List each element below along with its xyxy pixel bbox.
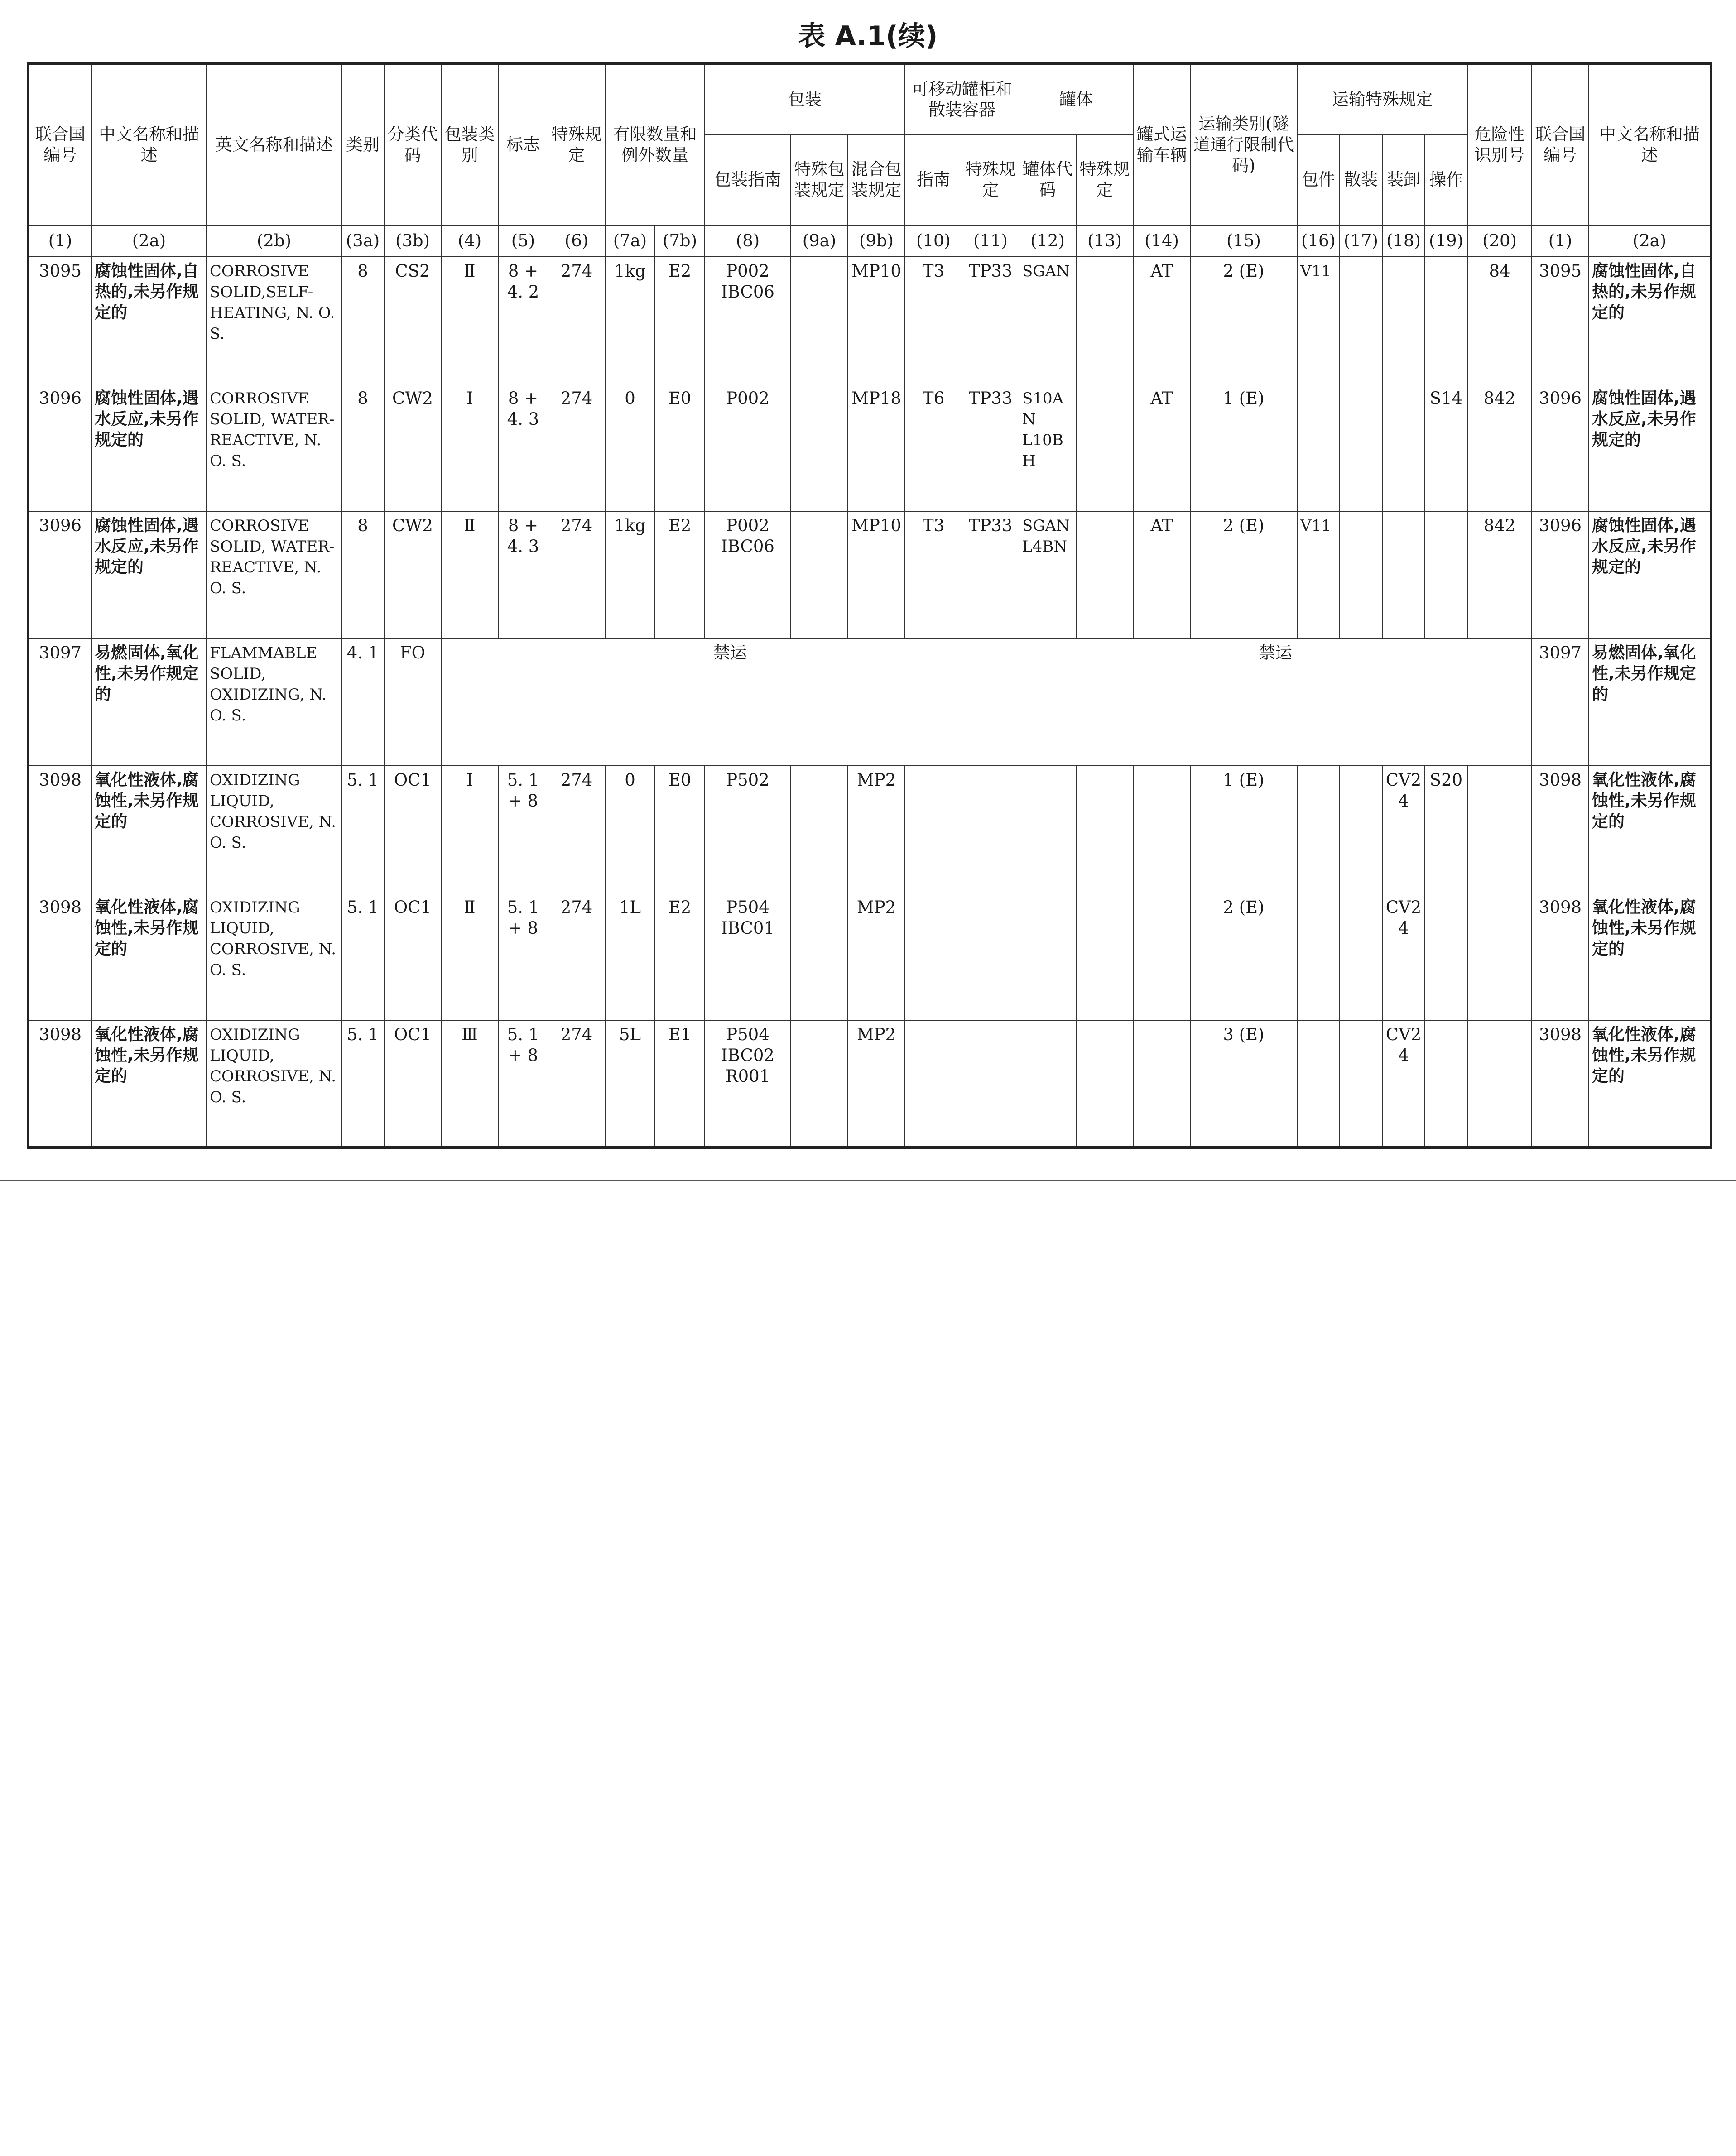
cell-packing-instructions: P002 — [705, 384, 791, 511]
header-transport-category: 运输类别(隧道通行限制代码) — [1190, 64, 1297, 225]
cell-bulk — [1340, 766, 1382, 893]
cell-excepted-quantity: E2 — [655, 893, 705, 1020]
cell-limited-quantity: 1L — [605, 893, 655, 1020]
cell-portable-tank-special — [962, 1020, 1019, 1148]
cell-class-code: OC1 — [384, 1020, 441, 1148]
cell-loading: CV24 — [1382, 1020, 1425, 1148]
column-number: (5) — [498, 225, 548, 257]
header-tank-vehicle: 罐式运输车辆 — [1133, 64, 1190, 225]
cell-name-en: FLAMMABLE SOLID, OXIDIZING, N. O. S. — [207, 639, 341, 766]
header-packages: 包件 — [1297, 134, 1340, 225]
column-number: (19) — [1425, 225, 1467, 257]
column-number-row — [28, 225, 1711, 257]
cell-tank-code: SGAN L4BN — [1019, 511, 1076, 639]
cell-name-cn: 腐蚀性固体,自热的,未另作规定的 — [91, 257, 207, 384]
cell-packing-group: I — [441, 384, 498, 511]
cell-labels: 5. 1 + 8 — [498, 1020, 548, 1148]
header-operation: 操作 — [1425, 134, 1467, 225]
cell-packing-group: Ⅲ — [441, 1020, 498, 1148]
cell-packing-group: Ⅱ — [441, 257, 498, 384]
cell-un-number-repeat: 3098 — [1532, 766, 1589, 893]
cell-name-cn-repeat: 易燃固体,氧化性,未另作规定的 — [1589, 639, 1711, 766]
column-number: (13) — [1076, 225, 1133, 257]
cell-operation: S20 — [1425, 766, 1467, 893]
cell-transport-category: 2 (E) — [1190, 511, 1297, 639]
header-limited-quantity: 有限数量和例外数量 — [605, 64, 705, 225]
cell-special-provisions: 274 — [548, 893, 605, 1020]
cell-tank-vehicle — [1133, 893, 1190, 1020]
table-row — [28, 766, 1711, 893]
cell-class-code: CW2 — [384, 384, 441, 511]
header-hazard-id: 危险性识别号 — [1467, 64, 1532, 225]
dangerous-goods-table — [27, 62, 1712, 1149]
cell-portable-tank-special: TP33 — [962, 511, 1019, 639]
cell-tank-code — [1019, 893, 1076, 1020]
header-labels: 标志 — [498, 64, 548, 225]
cell-hazard-id: 84 — [1467, 257, 1532, 384]
cell-special-provisions: 274 — [548, 384, 605, 511]
cell-portable-tank-special: TP33 — [962, 257, 1019, 384]
cell-packages — [1297, 893, 1340, 1020]
cell-packages: V11 — [1297, 257, 1340, 384]
cell-transport-category: 2 (E) — [1190, 893, 1297, 1020]
cell-hazard-id: 842 — [1467, 511, 1532, 639]
table-row — [28, 384, 1711, 511]
cell-mixed-packing: MP10 — [848, 257, 905, 384]
table-row-forbidden — [28, 639, 1711, 766]
column-number: (2a) — [1589, 225, 1711, 257]
header-portable-tanks: 可移动罐柜和散装容器 — [905, 64, 1019, 134]
cell-transport-category: 1 (E) — [1190, 766, 1297, 893]
cell-tank-code: S10AN L10BH — [1019, 384, 1076, 511]
cell-labels: 8 + 4. 3 — [498, 511, 548, 639]
column-number: (18) — [1382, 225, 1425, 257]
cell-un-number-repeat: 3097 — [1532, 639, 1589, 766]
cell-bulk — [1340, 257, 1382, 384]
header-un-no-repeat: 联合国编号 — [1532, 64, 1589, 225]
cell-un-number-repeat: 3095 — [1532, 257, 1589, 384]
cell-name-cn: 氧化性液体,腐蚀性,未另作规定的 — [91, 1020, 207, 1148]
cell-name-cn: 氧化性液体,腐蚀性,未另作规定的 — [91, 893, 207, 1020]
cell-name-en: CORROSIVE SOLID, WATER-REACTIVE, N. O. S. — [207, 511, 341, 639]
cell-name-en: OXIDIZING LIQUID, CORROSIVE, N. O. S. — [207, 766, 341, 893]
cell-name-cn: 易燃固体,氧化性,未另作规定的 — [91, 639, 207, 766]
cell-packing-group: I — [441, 766, 498, 893]
header-packaging: 包装 — [705, 64, 905, 134]
cell-limited-quantity: 0 — [605, 766, 655, 893]
cell-mixed-packing: MP18 — [848, 384, 905, 511]
header-special-provisions: 特殊规定 — [548, 64, 605, 225]
cell-tank-special — [1076, 1020, 1133, 1148]
cell-portable-tank-special — [962, 766, 1019, 893]
cell-hazard-id: 842 — [1467, 384, 1532, 511]
cell-special-packing — [791, 766, 848, 893]
cell-name-cn: 腐蚀性固体,遇水反应,未另作规定的 — [91, 384, 207, 511]
cell-name-cn-repeat: 腐蚀性固体,遇水反应,未另作规定的 — [1589, 384, 1711, 511]
cell-un-number: 3098 — [28, 893, 91, 1020]
cell-name-cn-repeat: 氧化性液体,腐蚀性,未另作规定的 — [1589, 893, 1711, 1020]
cell-un-number: 3098 — [28, 1020, 91, 1148]
cell-name-en: CORROSIVE SOLID,SELF-HEATING, N. O. S. — [207, 257, 341, 384]
cell-labels: 8 + 4. 2 — [498, 257, 548, 384]
cell-operation — [1425, 257, 1467, 384]
cell-packing-group: Ⅱ — [441, 893, 498, 1020]
cell-tank-code — [1019, 766, 1076, 893]
header-pt-instructions: 指南 — [905, 134, 962, 225]
cell-class-code: CS2 — [384, 257, 441, 384]
cell-un-number-repeat: 3096 — [1532, 511, 1589, 639]
cell-hazard-id — [1467, 893, 1532, 1020]
header-pkg-instructions: 包装指南 — [705, 134, 791, 225]
cell-class: 5. 1 — [341, 766, 384, 893]
cell-portable-tank-special: TP33 — [962, 384, 1019, 511]
forbidden-cell-transport: 禁运 — [1019, 639, 1532, 766]
cell-loading — [1382, 511, 1425, 639]
cell-operation — [1425, 893, 1467, 1020]
cell-packages — [1297, 384, 1340, 511]
column-number: (20) — [1467, 225, 1532, 257]
cell-name-en: OXIDIZING LIQUID, CORROSIVE, N. O. S. — [207, 1020, 341, 1148]
column-number: (4) — [441, 225, 498, 257]
cell-class: 8 — [341, 384, 384, 511]
header-name-en: 英文名称和描述 — [207, 64, 341, 225]
column-number: (3b) — [384, 225, 441, 257]
cell-labels: 8 + 4. 3 — [498, 384, 548, 511]
cell-special-provisions: 274 — [548, 766, 605, 893]
header-transport-special: 运输特殊规定 — [1297, 64, 1467, 134]
cell-tank-special — [1076, 893, 1133, 1020]
header-class-code: 分类代码 — [384, 64, 441, 225]
dangerous-goods-table-wrapper — [27, 62, 1711, 1149]
cell-excepted-quantity: E0 — [655, 766, 705, 893]
cell-operation: S14 — [1425, 384, 1467, 511]
column-number: (12) — [1019, 225, 1076, 257]
cell-mixed-packing: MP2 — [848, 1020, 905, 1148]
cell-name-cn-repeat: 氧化性液体,腐蚀性,未另作规定的 — [1589, 1020, 1711, 1148]
table-row — [28, 1020, 1711, 1148]
cell-transport-category: 3 (E) — [1190, 1020, 1297, 1148]
cell-class: 8 — [341, 511, 384, 639]
cell-class: 4. 1 — [341, 639, 384, 766]
cell-packages — [1297, 766, 1340, 893]
header-pkg-special: 特殊包装规定 — [791, 134, 848, 225]
column-number: (7a) — [605, 225, 655, 257]
cell-packing-instructions: P502 — [705, 766, 791, 893]
cell-excepted-quantity: E0 — [655, 384, 705, 511]
cell-portable-tank-instructions — [905, 766, 962, 893]
cell-loading: CV24 — [1382, 893, 1425, 1020]
column-number: (17) — [1340, 225, 1382, 257]
header-name-cn-repeat: 中文名称和描述 — [1589, 64, 1711, 225]
column-number: (14) — [1133, 225, 1190, 257]
cell-special-provisions: 274 — [548, 511, 605, 639]
cell-special-provisions: 274 — [548, 1020, 605, 1148]
cell-packing-group: Ⅱ — [441, 511, 498, 639]
cell-packages: V11 — [1297, 511, 1340, 639]
header-loading: 装卸 — [1382, 134, 1425, 225]
cell-hazard-id — [1467, 1020, 1532, 1148]
header-mixed-pkg: 混合包装规定 — [848, 134, 905, 225]
header-tank: 罐体 — [1019, 64, 1133, 134]
cell-special-packing — [791, 511, 848, 639]
cell-operation — [1425, 511, 1467, 639]
cell-name-cn: 腐蚀性固体,遇水反应,未另作规定的 — [91, 511, 207, 639]
cell-packages — [1297, 1020, 1340, 1148]
cell-mixed-packing: MP2 — [848, 893, 905, 1020]
cell-packing-instructions: P002 IBC06 — [705, 257, 791, 384]
cell-un-number-repeat: 3098 — [1532, 1020, 1589, 1148]
cell-tank-special — [1076, 511, 1133, 639]
cell-packing-instructions: P504 IBC01 — [705, 893, 791, 1020]
cell-class-code: OC1 — [384, 893, 441, 1020]
cell-labels: 5. 1 + 8 — [498, 893, 548, 1020]
cell-transport-category: 2 (E) — [1190, 257, 1297, 384]
table-row — [28, 257, 1711, 384]
header-pt-special: 特殊规定 — [962, 134, 1019, 225]
cell-special-packing — [791, 384, 848, 511]
cell-mixed-packing: MP10 — [848, 511, 905, 639]
column-number: (1) — [1532, 225, 1589, 257]
column-number: (3a) — [341, 225, 384, 257]
cell-tank-vehicle: AT — [1133, 384, 1190, 511]
cell-bulk — [1340, 893, 1382, 1020]
cell-special-packing — [791, 257, 848, 384]
cell-class-code: FO — [384, 639, 441, 766]
column-number: (9a) — [791, 225, 848, 257]
cell-class: 5. 1 — [341, 893, 384, 1020]
cell-special-provisions: 274 — [548, 257, 605, 384]
cell-tank-code — [1019, 1020, 1076, 1148]
cell-special-packing — [791, 893, 848, 1020]
cell-tank-special — [1076, 766, 1133, 893]
cell-portable-tank-instructions: T3 — [905, 511, 962, 639]
cell-tank-vehicle: AT — [1133, 257, 1190, 384]
column-number: (8) — [705, 225, 791, 257]
cell-special-packing — [791, 1020, 848, 1148]
cell-bulk — [1340, 1020, 1382, 1148]
header-name-cn: 中文名称和描述 — [91, 64, 207, 225]
cell-limited-quantity: 1kg — [605, 257, 655, 384]
cell-name-cn: 氧化性液体,腐蚀性,未另作规定的 — [91, 766, 207, 893]
column-number: (15) — [1190, 225, 1297, 257]
cell-portable-tank-instructions: T3 — [905, 257, 962, 384]
cell-un-number-repeat: 3096 — [1532, 384, 1589, 511]
cell-portable-tank-instructions: T6 — [905, 384, 962, 511]
cell-packing-instructions: P002 IBC06 — [705, 511, 791, 639]
header-class: 类别 — [341, 64, 384, 225]
cell-tank-vehicle — [1133, 766, 1190, 893]
cell-bulk — [1340, 384, 1382, 511]
header-packing-group: 包装类别 — [441, 64, 498, 225]
header-bulk: 散装 — [1340, 134, 1382, 225]
header-tank-special: 特殊规定 — [1076, 134, 1133, 225]
cell-portable-tank-instructions — [905, 893, 962, 1020]
cell-name-en: OXIDIZING LIQUID, CORROSIVE, N. O. S. — [207, 893, 341, 1020]
cell-limited-quantity: 1kg — [605, 511, 655, 639]
cell-un-number-repeat: 3098 — [1532, 893, 1589, 1020]
cell-packing-instructions: P504 IBC02 R001 — [705, 1020, 791, 1148]
forbidden-cell-packaging: 禁运 — [441, 639, 1019, 766]
cell-tank-code: SGAN — [1019, 257, 1076, 384]
header-tank-code: 罐体代码 — [1019, 134, 1076, 225]
cell-un-number: 3095 — [28, 257, 91, 384]
cell-bulk — [1340, 511, 1382, 639]
column-number: (1) — [28, 225, 91, 257]
cell-name-cn-repeat: 氧化性液体,腐蚀性,未另作规定的 — [1589, 766, 1711, 893]
cell-labels: 5. 1 + 8 — [498, 766, 548, 893]
header-un-no: 联合国编号 — [28, 64, 91, 225]
page-title: 表 A.1(续) — [798, 20, 938, 52]
cell-name-en: CORROSIVE SOLID, WATER-REACTIVE, N. O. S. — [207, 384, 341, 511]
cell-limited-quantity: 0 — [605, 384, 655, 511]
cell-transport-category: 1 (E) — [1190, 384, 1297, 511]
column-number: (7b) — [655, 225, 705, 257]
cell-class-code: OC1 — [384, 766, 441, 893]
cell-un-number: 3098 — [28, 766, 91, 893]
cell-excepted-quantity: E1 — [655, 1020, 705, 1148]
cell-loading — [1382, 384, 1425, 511]
cell-excepted-quantity: E2 — [655, 257, 705, 384]
cell-name-cn-repeat: 腐蚀性固体,自热的,未另作规定的 — [1589, 257, 1711, 384]
cell-portable-tank-instructions — [905, 1020, 962, 1148]
column-number: (2a) — [91, 225, 207, 257]
cell-un-number: 3097 — [28, 639, 91, 766]
cell-portable-tank-special — [962, 893, 1019, 1020]
cell-mixed-packing: MP2 — [848, 766, 905, 893]
column-number: (9b) — [848, 225, 905, 257]
cell-tank-vehicle: AT — [1133, 511, 1190, 639]
page-divider — [0, 1180, 1736, 1181]
cell-class: 8 — [341, 257, 384, 384]
cell-operation — [1425, 1020, 1467, 1148]
cell-loading: CV24 — [1382, 766, 1425, 893]
cell-excepted-quantity: E2 — [655, 511, 705, 639]
cell-un-number: 3096 — [28, 511, 91, 639]
cell-tank-special — [1076, 384, 1133, 511]
cell-loading — [1382, 257, 1425, 384]
table-row — [28, 893, 1711, 1020]
column-number: (6) — [548, 225, 605, 257]
cell-limited-quantity: 5L — [605, 1020, 655, 1148]
table-body — [28, 257, 1711, 1148]
cell-hazard-id — [1467, 766, 1532, 893]
cell-class: 5. 1 — [341, 1020, 384, 1148]
cell-un-number: 3096 — [28, 384, 91, 511]
cell-tank-vehicle — [1133, 1020, 1190, 1148]
cell-class-code: CW2 — [384, 511, 441, 639]
column-number: (16) — [1297, 225, 1340, 257]
column-number: (11) — [962, 225, 1019, 257]
cell-name-cn-repeat: 腐蚀性固体,遇水反应,未另作规定的 — [1589, 511, 1711, 639]
cell-tank-special — [1076, 257, 1133, 384]
column-number: (10) — [905, 225, 962, 257]
table-row — [28, 511, 1711, 639]
column-number: (2b) — [207, 225, 341, 257]
